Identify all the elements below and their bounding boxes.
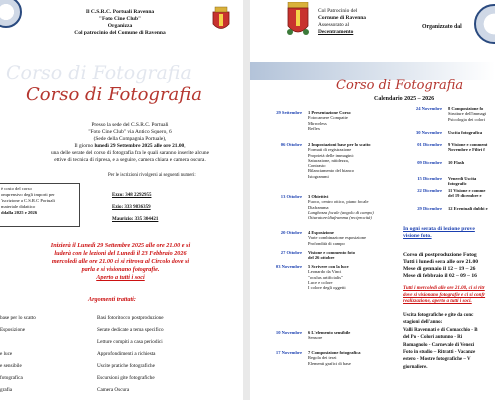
entry-description xyxy=(308,142,371,179)
trips-line-3: Valli Ravennati e di Comacchio - B xyxy=(403,327,478,333)
wednesday-line-3: realizzazione, aperto a tutti i soci. xyxy=(403,299,472,305)
notice-line-4: parla e si visionano fotografie. xyxy=(81,266,160,273)
patron-line-3: Assessorato al xyxy=(318,22,349,28)
entry-description xyxy=(308,250,355,261)
notice-line-2: luderà con le lezioni del Lunedì il 23 Febbraio 2026 xyxy=(54,250,187,257)
entry-description xyxy=(308,264,349,290)
start-date-line xyxy=(20,143,240,150)
entry-description xyxy=(448,188,485,199)
patron-line-4: Decentramento xyxy=(318,29,354,35)
org-line-4: Col patrocinio del Comune di Ravenna xyxy=(74,30,166,36)
wednesday-line-2: dove si visionano fotografie e ci si confr xyxy=(403,292,486,298)
postprod-line-1: Corso di postproduzione Fotog xyxy=(403,252,477,258)
entry-date: 22 Dicembre xyxy=(417,188,442,193)
topic-left-6: fotografica xyxy=(0,375,23,381)
cost-line-4: materiale didattico xyxy=(1,204,36,209)
start-date-suffix: , xyxy=(184,143,186,149)
cost-line-3: 'iscrizione a C.S.R.C Portuali xyxy=(1,198,55,203)
postprod-line-4: Mese di febbraio il 02 – 09 – 16 xyxy=(403,273,477,279)
entry-line: Uscita fotografica xyxy=(448,130,483,135)
ravenna-crest-icon xyxy=(210,6,232,34)
calendar-page xyxy=(250,0,495,400)
lesson-note xyxy=(403,226,475,240)
entry-line: 11 Visione e comme xyxy=(448,188,486,193)
entry-date: 13 Ottobre xyxy=(280,194,302,199)
calendar-column-right xyxy=(402,106,495,226)
entry-line: Sensore xyxy=(308,335,323,341)
entry-date: 15 Dicembre xyxy=(417,176,442,181)
topic-left-1: base per lo scatto xyxy=(0,315,36,321)
notice-line-1: Inizierà il Lunedì 29 Settembre 2025 alle ore 21.00 e si xyxy=(50,242,191,249)
entry-line: Elementi grafici di base xyxy=(308,360,351,366)
entry-line: 12 Eventuali dubbi e xyxy=(448,206,488,211)
venue-line-1: Presso la sede del C.S.R.C. Portuali xyxy=(91,122,169,128)
entry-date: 29 Dicembre xyxy=(417,206,442,211)
topic-right-1: Basi fotoritocco postproduzione xyxy=(97,315,164,321)
topic-left-5: e sensibile xyxy=(0,363,22,369)
notice-line-5: Aperto a tutti i soci xyxy=(96,274,145,281)
entry-description xyxy=(448,176,495,187)
calendar-subtitle: Calendario 2025 – 2026 xyxy=(374,96,435,102)
entry-line: Fotocamere Compatte xyxy=(308,115,348,121)
venue-line-3: (Sede della Compagnia Portuale), xyxy=(93,136,167,142)
entry-line: Bilanciamento del bianco xyxy=(308,168,354,174)
entry-description xyxy=(448,130,482,135)
entry-line: Visione e commento foto xyxy=(308,250,355,255)
org-line-2: "Foto Cine Club" xyxy=(98,16,142,22)
entry-line: 2 Impostazioni base per lo scatto xyxy=(308,142,371,147)
wednesday-block xyxy=(403,286,485,306)
lesson-note-line-2: visione foto. xyxy=(403,233,432,239)
cost-line-1: è costo del corso xyxy=(1,186,32,191)
trips-line-6: Foto in studio – Ritratti - Vacanze xyxy=(403,350,476,356)
entry-line: 3 Obiettivi xyxy=(308,194,329,199)
start-date-bold: lunedì 29 Settembre 2025 alle ore 21.00 xyxy=(94,143,185,149)
entry-line: 5 Scrivere con la luce xyxy=(308,264,349,269)
entry-date: 01 Dicembre xyxy=(417,142,442,147)
entry-line: Psicologia dei colori xyxy=(448,116,485,122)
entry-line: "oculus artificialis" xyxy=(308,274,343,280)
postprod-line-3: Mese di gennaio il 12 – 19 – 26 xyxy=(403,266,476,272)
lesson-note-line-1: In ogni serata di lezione prove xyxy=(403,226,475,232)
entry-line: Diaframma xyxy=(308,204,329,210)
calendar-column-left xyxy=(250,106,400,400)
entry-line: Varie combinazione esposizione xyxy=(308,235,366,241)
ravenna-crest-icon xyxy=(286,2,310,38)
entry-line: Leonardo da Vinci xyxy=(308,269,342,275)
patron-line-2: Cornune di Ravenna xyxy=(318,15,366,21)
cost-box xyxy=(0,183,80,227)
organizer-header xyxy=(40,9,200,37)
topic-right-6: Escursioni gite fotografiche xyxy=(97,375,155,381)
cost-line-5: ddalla 2025 e 2026 xyxy=(1,210,38,215)
entry-line: Novembre e Filtri f xyxy=(448,147,485,153)
entry-line: Regola dei terzi xyxy=(308,355,337,361)
entry-line: Formati di registrazione xyxy=(308,147,352,153)
entry-description xyxy=(448,142,487,153)
topic-left-3 xyxy=(0,336,36,348)
entry-line: Venerdì Uscita fotografic xyxy=(448,176,477,187)
postproduction-block xyxy=(403,252,478,280)
entry-line: I colore degli oggetti xyxy=(308,285,346,291)
entry-date: 20 Ottobre xyxy=(280,230,302,235)
course-flyer-page xyxy=(0,0,243,400)
phone-ezzo[interactable]: Ezzo: 348 2292955 xyxy=(112,193,152,198)
entry-date: 10 Novembre xyxy=(275,330,302,335)
entry-line: del 19 dicembre e xyxy=(448,193,482,199)
title-shadow: Corso di Fotografia xyxy=(6,62,192,84)
org-line-1: Il C.S.R.C. Portuali Ravenna xyxy=(85,9,155,15)
topic-right-5: Uscite pratiche fotografiche xyxy=(97,363,155,369)
cost-line-2: omprensivo degli importi per xyxy=(1,192,55,197)
topic-right-2: Serate dedicate a tema specifico xyxy=(97,327,164,333)
entry-line: Saturazione, nitidezza, xyxy=(308,157,349,163)
entry-date: 24 Novembre xyxy=(415,106,442,111)
topic-left-2: Esposizione xyxy=(0,327,26,333)
entry-line: Luce e colore xyxy=(308,279,333,285)
topics-title: Argomenti trattati: xyxy=(88,296,136,303)
entry-line: Mirrorless xyxy=(308,120,327,126)
venue-line-2: "Foto Cine Club" via Antico Squero, 6 xyxy=(88,129,172,135)
trips-line-4: del Po - Colori autunno - Ri xyxy=(403,335,463,341)
entry-line: Lunghezza focale (angolo di campo) xyxy=(308,209,374,215)
venue-block xyxy=(20,122,240,164)
entry-date: 27 Ottobre xyxy=(280,250,302,255)
entry-line: Strutture dell'immagi xyxy=(448,111,487,117)
intro-line-1: una delle serate del corso di fotografia fra le quali saranno inserite alcune xyxy=(50,150,210,156)
entry-description xyxy=(448,160,464,165)
entry-line: del 26 ottobre xyxy=(308,255,335,261)
club-logo-icon xyxy=(474,4,495,44)
trips-line-2: stagioni dell'anno: xyxy=(403,320,443,326)
entry-description xyxy=(448,106,486,122)
trips-block xyxy=(403,312,478,371)
organizer-label: Organizzato dal xyxy=(422,24,462,30)
entry-date: 29 Settembre xyxy=(276,110,302,115)
entry-date: 17 Novembre xyxy=(275,350,302,355)
entry-line: Istogrammi xyxy=(308,173,329,179)
entry-line: Fuoco, centro ottico, piano focale xyxy=(308,199,369,205)
entry-line: 9 Visione e comment xyxy=(448,142,488,147)
topic-right-3: Letture compiti a casa periodici xyxy=(97,339,163,345)
topics-col-1 xyxy=(0,312,36,396)
entry-description xyxy=(308,194,374,220)
entry-description xyxy=(308,330,350,341)
entry-date: 30 Novembre xyxy=(415,130,442,135)
entry-date: 09 Dicembre xyxy=(417,160,442,165)
intro-line-2: ettive di tecnica di ripresa, e a seguire, camera chiara e camera oscura. xyxy=(54,157,206,163)
trips-line-1: Uscita fotografiche e gite da conc xyxy=(403,313,474,318)
postprod-line-2: Tutti i lunedì sera alle ore 21.00 xyxy=(403,259,479,265)
wednesday-line-1: Tutti i mercoledì alle ore 21.00, ci si ritr xyxy=(403,286,485,291)
topics-col-2 xyxy=(97,312,164,396)
entry-line: 7 Composizione fotografica xyxy=(308,350,361,355)
trips-line-5: Romagnolo - Carnevale di Venezi xyxy=(403,342,475,348)
entry-line: 10 Flash xyxy=(448,160,465,165)
entry-line: Reflex xyxy=(308,125,320,131)
topic-right-4: Approfondimenti a richiesta xyxy=(97,351,156,357)
entry-line: 6 L'elemento sensibile xyxy=(308,330,351,335)
entry-line: Proprietà delle immagini: xyxy=(308,152,354,158)
entry-description xyxy=(308,350,361,366)
topic-left-7: grafia xyxy=(0,387,13,393)
entry-line: 8 Composizione fo xyxy=(448,106,484,111)
schedule-notice xyxy=(0,242,243,282)
org-line-3: Organizza xyxy=(107,23,133,29)
patronage-header xyxy=(318,8,366,36)
entry-description xyxy=(448,206,488,211)
notice-line-3: mercoledì alle ore 21.00 ci si ritrova al Circolo dove si xyxy=(51,258,190,265)
trips-line-7: estero - Mostre fotografiche – V xyxy=(403,357,471,363)
entry-description xyxy=(308,110,351,131)
entry-line: Otturatore/diaframma (reciprocità) xyxy=(308,215,372,221)
club-logo-icon xyxy=(0,0,22,28)
topic-right-7: Camera Oscura xyxy=(97,387,130,393)
entry-description xyxy=(308,230,366,246)
start-date-prefix: Il giorno xyxy=(74,143,95,149)
entry-line: 1 Presentazione Corso xyxy=(308,110,351,115)
entry-line: Contrasto xyxy=(308,163,326,169)
phone-ezio[interactable]: Ezio: 333 9836359 xyxy=(112,205,151,210)
entry-date: 06 Ottobre xyxy=(280,142,302,147)
entry-date: 03 Novembre xyxy=(275,264,302,269)
page-divider xyxy=(243,0,250,400)
topic-left-4: e luce xyxy=(0,351,13,357)
entry-line: Profondità di campo xyxy=(308,240,345,246)
entry-line: 4 Esposizione xyxy=(308,230,334,235)
phone-maurizio[interactable]: Maurizio: 335 304421 xyxy=(112,217,159,222)
signup-heading: Per le iscrizioni rivolgersi ai seguenti numeri: xyxy=(108,173,196,178)
calendar-title: Corso di Fotografia xyxy=(336,78,464,93)
patron-line-1: Col Patrocinio del xyxy=(318,8,358,14)
trips-line-8: giornaliere. xyxy=(403,364,428,370)
page-title: Corso di Fotografia xyxy=(26,84,203,105)
phone-list xyxy=(112,190,158,226)
